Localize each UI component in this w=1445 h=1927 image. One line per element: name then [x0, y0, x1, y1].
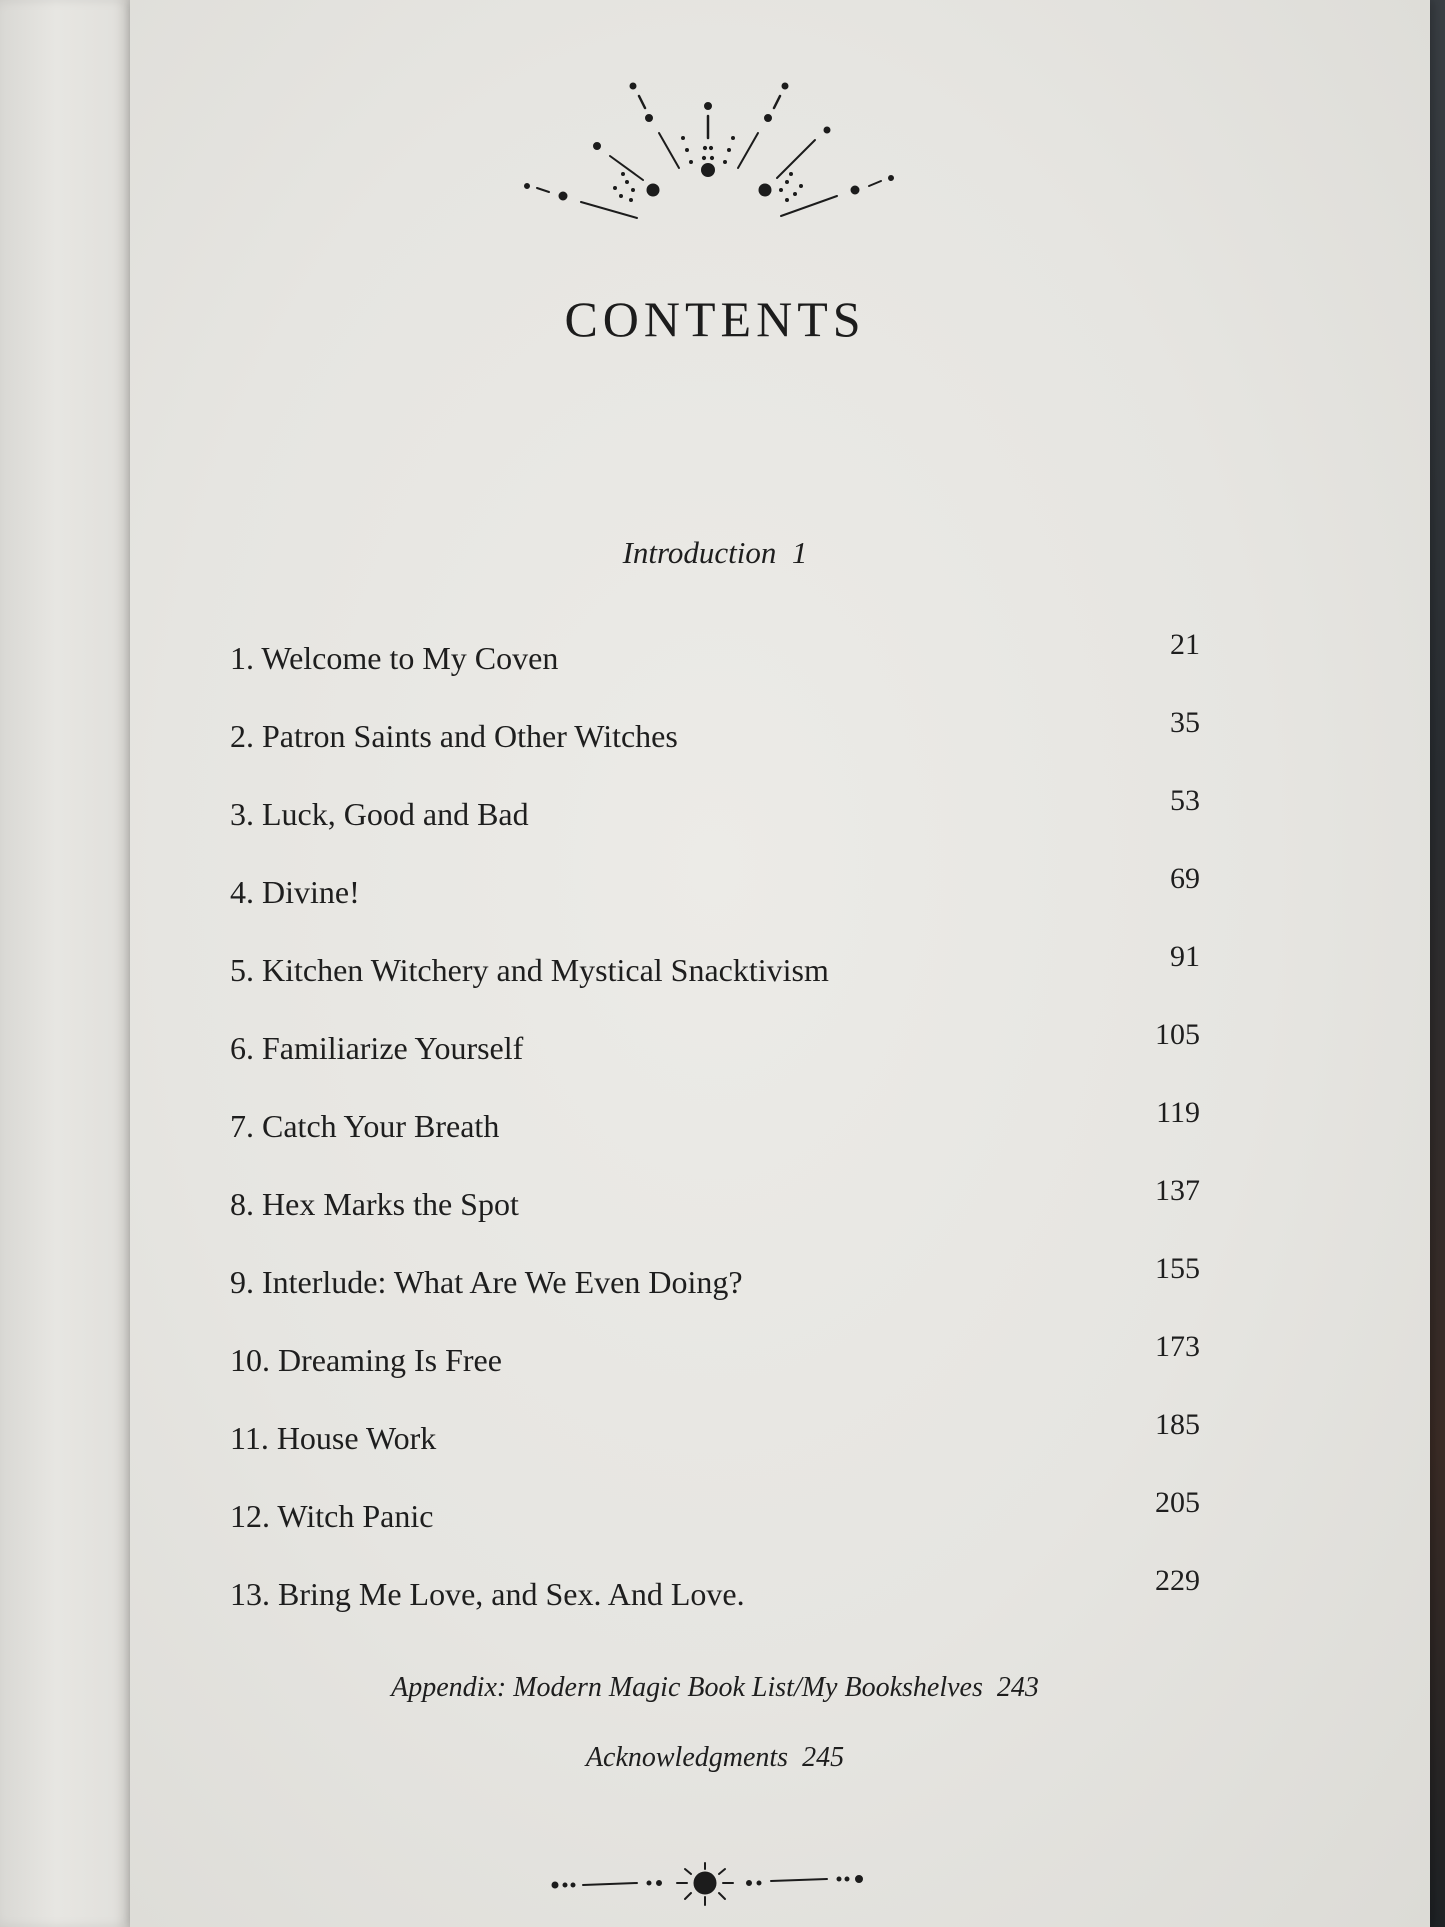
introduction-title: Introduction: [622, 535, 777, 570]
chapter-label: [230, 1108, 499, 1145]
chapter-number: 13.: [230, 1576, 270, 1612]
chapter-page: 35: [1170, 706, 1200, 739]
chapter-page: 229: [1155, 1564, 1200, 1597]
toc-appendix[interactable]: [0, 1672, 1430, 1704]
chapter-label: [230, 1420, 436, 1457]
toc-row-chapter-3[interactable]: [230, 784, 1200, 836]
chapter-number: 8.: [230, 1186, 254, 1222]
chapter-number: 7.: [230, 1108, 254, 1144]
chapter-title: Divine!: [262, 874, 360, 910]
chapter-title: Witch Panic: [277, 1498, 434, 1534]
chapter-title: House Work: [276, 1420, 437, 1456]
chapter-page: 137: [1155, 1174, 1200, 1207]
chapter-label: [230, 718, 678, 755]
chapter-label: [230, 1264, 743, 1301]
chapter-title: Hex Marks the Spot: [262, 1186, 519, 1222]
chapter-label: [230, 1342, 502, 1379]
chapter-title: Bring Me Love, and Sex. And Love.: [278, 1576, 745, 1612]
dotted-sun-divider-icon: [545, 1855, 875, 1915]
toc-acknowledgments[interactable]: [0, 1742, 1430, 1774]
toc-row-chapter-6[interactable]: [230, 1018, 1200, 1070]
sunburst-crown-icon: [515, 78, 895, 228]
toc-row-chapter-9[interactable]: [230, 1252, 1200, 1304]
chapter-number: 9.: [230, 1264, 254, 1300]
toc-row-chapter-10[interactable]: [230, 1330, 1200, 1382]
chapter-number: 10.: [230, 1342, 270, 1378]
toc-row-chapter-12[interactable]: [230, 1486, 1200, 1538]
chapter-page: 119: [1156, 1096, 1200, 1129]
chapter-number: 11.: [230, 1420, 269, 1456]
appendix-title: Appendix: Modern Magic Book List/My Bookshelves: [391, 1672, 983, 1703]
toc-row-chapter-5[interactable]: [230, 940, 1200, 992]
toc-row-chapter-7[interactable]: [230, 1096, 1200, 1148]
toc-row-chapter-4[interactable]: [230, 862, 1200, 914]
chapter-label: [230, 796, 529, 833]
chapter-number: 3.: [230, 796, 254, 832]
introduction-page: 1: [791, 535, 808, 570]
chapter-number: 6.: [230, 1030, 254, 1066]
chapter-page: 105: [1155, 1018, 1200, 1051]
chapter-page: 21: [1170, 628, 1200, 661]
toc-row-chapter-13[interactable]: [230, 1564, 1200, 1616]
chapter-title: Dreaming Is Free: [278, 1342, 502, 1378]
appendix-page: 243: [996, 1672, 1039, 1703]
chapter-number: 5.: [230, 952, 254, 988]
chapter-title: Kitchen Witchery and Mystical Snacktivism: [262, 952, 829, 988]
chapter-number: 12.: [230, 1498, 270, 1534]
chapter-number: 2.: [230, 718, 254, 754]
chapter-title: Interlude: What Are We Even Doing?: [262, 1264, 743, 1300]
chapter-label: [230, 1030, 523, 1067]
chapter-label: [230, 874, 360, 911]
page-title: CONTENTS: [564, 291, 866, 347]
chapter-label: [230, 952, 829, 989]
chapter-page: 205: [1155, 1486, 1200, 1519]
chapter-page: 53: [1170, 784, 1200, 817]
chapter-page: 155: [1155, 1252, 1200, 1285]
toc-row-chapter-1[interactable]: [230, 628, 1200, 680]
chapter-page: 173: [1155, 1330, 1200, 1363]
chapter-title: Catch Your Breath: [262, 1108, 500, 1144]
chapter-label: [230, 1576, 745, 1613]
chapter-title: Patron Saints and Other Witches: [262, 718, 678, 754]
acknowledgments-title: Acknowledgments: [585, 1742, 789, 1773]
toc-row-chapter-11[interactable]: [230, 1408, 1200, 1460]
chapter-number: 1.: [230, 640, 254, 676]
chapter-label: [230, 1186, 519, 1223]
chapter-number: 4.: [230, 874, 254, 910]
chapter-page: 69: [1170, 862, 1200, 895]
chapter-title: Welcome to My Coven: [261, 640, 559, 676]
acknowledgments-page: 245: [802, 1742, 845, 1773]
toc-row-chapter-2[interactable]: [230, 706, 1200, 758]
chapter-page: 91: [1170, 940, 1200, 973]
chapter-title: Familiarize Yourself: [262, 1030, 524, 1066]
chapter-label: [230, 640, 558, 677]
toc-introduction[interactable]: [0, 535, 1430, 571]
chapter-title: Luck, Good and Bad: [262, 796, 529, 832]
chapter-label: [230, 1498, 433, 1535]
chapter-page: 185: [1155, 1408, 1200, 1441]
toc-row-chapter-8[interactable]: [230, 1174, 1200, 1226]
